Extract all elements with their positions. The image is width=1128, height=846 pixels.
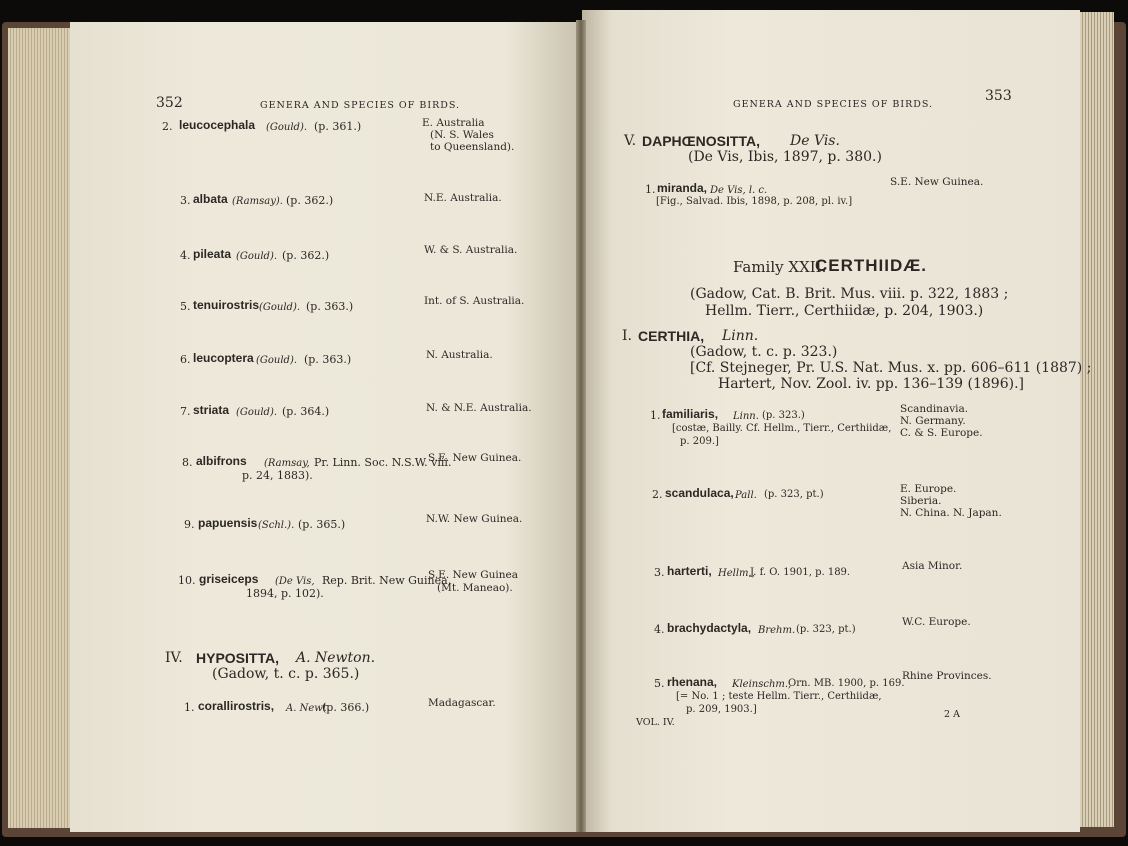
species-name: familiaris, bbox=[662, 407, 719, 421]
species-locality: W.C. Europe. bbox=[902, 616, 971, 628]
species-reference: [Fig., Salvad. Ibis, 1898, p. 208, pl. iv.] bbox=[656, 196, 853, 207]
species-author: Hellm., bbox=[718, 568, 755, 579]
species-author: (Gould). bbox=[259, 302, 301, 313]
left-page-edges bbox=[8, 28, 78, 828]
species-reference: Rep. Brit. New Guinea, bbox=[322, 574, 452, 587]
species-locality: Asia Minor. bbox=[902, 560, 963, 572]
species-reference: (p. 364.) bbox=[282, 405, 330, 418]
species-author: A. Newt. bbox=[286, 703, 331, 714]
page-number-left: 352 bbox=[156, 95, 183, 111]
species-name: griseiceps bbox=[199, 572, 259, 586]
genus-note: Hartert, Nov. Zool. iv. pp. 136–139 (1896).] bbox=[718, 376, 1024, 392]
genus-author: De Vis. bbox=[790, 133, 840, 149]
species-reference: Pr. Linn. Soc. N.S.W. viii. bbox=[314, 456, 452, 469]
species-reference-cont: p. 209.] bbox=[680, 436, 719, 447]
genus-author: Linn. bbox=[722, 328, 759, 344]
species-author: (Ramsay). bbox=[232, 196, 283, 207]
signature-mark: 2 A bbox=[944, 709, 960, 720]
species-locality: N.E. Australia. bbox=[424, 192, 502, 204]
species-author: (Gould). bbox=[236, 251, 278, 262]
running-head-right: GENERA AND SPECIES OF BIRDS. bbox=[733, 99, 934, 110]
species-reference-cont: p. 209, 1903.] bbox=[686, 704, 757, 715]
species-locality: N. & N.E. Australia. bbox=[426, 402, 532, 414]
species-author: De Vis, l. c. bbox=[710, 185, 768, 196]
species-author: Brehm. bbox=[758, 625, 796, 636]
species-locality: C. & S. Europe. bbox=[900, 427, 983, 439]
species-reference-cont: p. 24, 1883). bbox=[242, 469, 313, 482]
family-name-text: CERTHIIDÆ. bbox=[815, 256, 927, 275]
species-reference: (p. 361.) bbox=[314, 120, 362, 133]
genus-numeral: IV. bbox=[165, 650, 183, 666]
species-reference: J. f. O. 1901, p. 189. bbox=[750, 567, 851, 578]
genus-name-text: CERTHIA, bbox=[638, 328, 705, 344]
genus-name-text: HYPOSITTA, bbox=[196, 650, 279, 666]
running-head-left: GENERA AND SPECIES OF BIRDS. bbox=[260, 100, 461, 111]
species-locality: Int. of S. Australia. bbox=[424, 295, 525, 307]
species-locality: Scandinavia. bbox=[900, 403, 969, 415]
species-locality: to Queensland). bbox=[430, 141, 515, 153]
species-name: miranda, bbox=[657, 181, 708, 195]
entry-number: 5. bbox=[180, 300, 191, 313]
species-locality: N. China. N. Japan. bbox=[900, 507, 1002, 519]
species-reference: (p. 366.) bbox=[322, 701, 370, 714]
genus-note: (Gadow, t. c. p. 365.) bbox=[212, 666, 360, 682]
species-name: leucocephala bbox=[179, 118, 256, 132]
species-name: scandulaca, bbox=[665, 486, 734, 500]
species-author: (Gould). bbox=[236, 407, 278, 418]
species-name: brachydactyla, bbox=[667, 621, 752, 635]
right-page-edges bbox=[1080, 12, 1114, 827]
species-reference-cont: [costæ, Bailly. Cf. Hellm., Tierr., Certhiidæ, bbox=[672, 423, 892, 434]
species-reference: Orn. MB. 1900, p. 169. bbox=[788, 678, 905, 689]
family-name bbox=[815, 256, 927, 275]
species-reference: (p. 363.) bbox=[306, 300, 354, 313]
species-author: (Schl.). bbox=[258, 520, 295, 531]
species-reference: (p. 323, pt.) bbox=[796, 624, 856, 635]
species-locality: S.E. New Guinea. bbox=[890, 176, 984, 188]
species-reference: (p. 323.) bbox=[762, 410, 805, 421]
species-locality: N. Australia. bbox=[426, 349, 493, 361]
genus-numeral: V. bbox=[624, 133, 637, 149]
species-reference: (p. 323, pt.) bbox=[764, 489, 824, 500]
family-reference-cont: Hellm. Tierr., Certhiidæ, p. 204, 1903.) bbox=[705, 303, 984, 319]
species-locality: N.W. New Guinea. bbox=[426, 513, 523, 525]
species-author: (Gould). bbox=[266, 122, 308, 133]
species-author: (De Vis, bbox=[275, 576, 315, 587]
species-name: albifrons bbox=[196, 454, 247, 468]
genus-author: A. Newton. bbox=[296, 650, 376, 666]
species-author: Linn. bbox=[733, 411, 759, 422]
species-author: (Gould). bbox=[256, 355, 298, 366]
genus-note: (Gadow, t. c. p. 323.) bbox=[690, 344, 838, 360]
species-reference: (p. 363.) bbox=[304, 353, 352, 366]
species-locality: E. Australia bbox=[422, 117, 485, 129]
species-reference-cont: 1894, p. 102). bbox=[246, 587, 324, 600]
entry-number: 4. bbox=[180, 249, 191, 262]
species-author: Pall. bbox=[735, 490, 757, 501]
genus-name bbox=[196, 650, 279, 667]
species-name: pileata bbox=[193, 247, 232, 261]
family-label: Family XXII. bbox=[733, 258, 827, 276]
species-locality: W. & S. Australia. bbox=[424, 244, 518, 256]
genus-numeral: I. bbox=[622, 328, 632, 344]
species-reference-cont: [= No. 1 ; teste Hellm. Tierr., Certhiidæ, bbox=[676, 691, 882, 702]
species-locality: E. Europe. bbox=[900, 483, 957, 495]
species-name: tenuirostris bbox=[193, 298, 260, 312]
entry-number: 1. bbox=[650, 409, 661, 422]
species-reference: (p. 362.) bbox=[286, 194, 334, 207]
entry-number: 3. bbox=[180, 194, 191, 207]
species-locality: Madagascar. bbox=[428, 697, 496, 709]
entry-number: 10. bbox=[178, 574, 196, 587]
species-name: striata bbox=[193, 403, 230, 417]
page-number-right: 353 bbox=[985, 88, 1012, 104]
entry-number: 9. bbox=[184, 518, 195, 531]
entry-number: 1. bbox=[184, 701, 195, 714]
entry-number: 8. bbox=[182, 456, 193, 469]
species-author: Kleinschm., bbox=[732, 679, 792, 690]
species-locality: (Mt. Maneao). bbox=[437, 582, 513, 594]
entry-number: 2. bbox=[652, 488, 663, 501]
species-reference: (p. 365.) bbox=[298, 518, 346, 531]
species-locality: S.E. New Guinea bbox=[428, 569, 518, 581]
volume-footer: VOL. IV. bbox=[636, 717, 675, 728]
species-locality: S.E. New Guinea. bbox=[428, 452, 522, 464]
entry-number: 2. bbox=[162, 120, 173, 133]
genus-name bbox=[638, 328, 704, 345]
entry-number: 3. bbox=[654, 566, 665, 579]
genus-name-text: DAPHŒNOSITTA, bbox=[642, 133, 760, 149]
entry-number: 6. bbox=[180, 353, 191, 366]
family-reference: (Gadow, Cat. B. Brit. Mus. viii. p. 322, 1883 ; bbox=[690, 286, 1009, 302]
species-locality: Rhine Provinces. bbox=[902, 670, 992, 682]
species-name: leucoptera bbox=[193, 351, 254, 365]
species-name: albata bbox=[193, 192, 228, 206]
genus-name bbox=[642, 133, 760, 150]
entry-number: 1. bbox=[645, 183, 656, 196]
species-author: (Ramsay, bbox=[264, 458, 310, 469]
entry-number: 5. bbox=[654, 677, 665, 690]
species-locality: (N. S. Wales bbox=[430, 129, 494, 141]
species-locality: N. Germany. bbox=[900, 415, 966, 427]
species-name: papuensis bbox=[198, 516, 258, 530]
genus-note: (De Vis, Ibis, 1897, p. 380.) bbox=[688, 149, 882, 165]
species-locality: Siberia. bbox=[900, 495, 942, 507]
species-name: harterti, bbox=[667, 564, 712, 578]
species-name: rhenana, bbox=[667, 675, 718, 689]
book-gutter bbox=[576, 20, 586, 832]
entry-number: 4. bbox=[654, 623, 665, 636]
species-name: corallirostris, bbox=[198, 699, 275, 713]
genus-note: [Cf. Stejneger, Pr. U.S. Nat. Mus. x. pp. 606–611 (1887) ; bbox=[690, 360, 1092, 376]
species-reference: (p. 362.) bbox=[282, 249, 330, 262]
entry-number: 7. bbox=[180, 405, 191, 418]
